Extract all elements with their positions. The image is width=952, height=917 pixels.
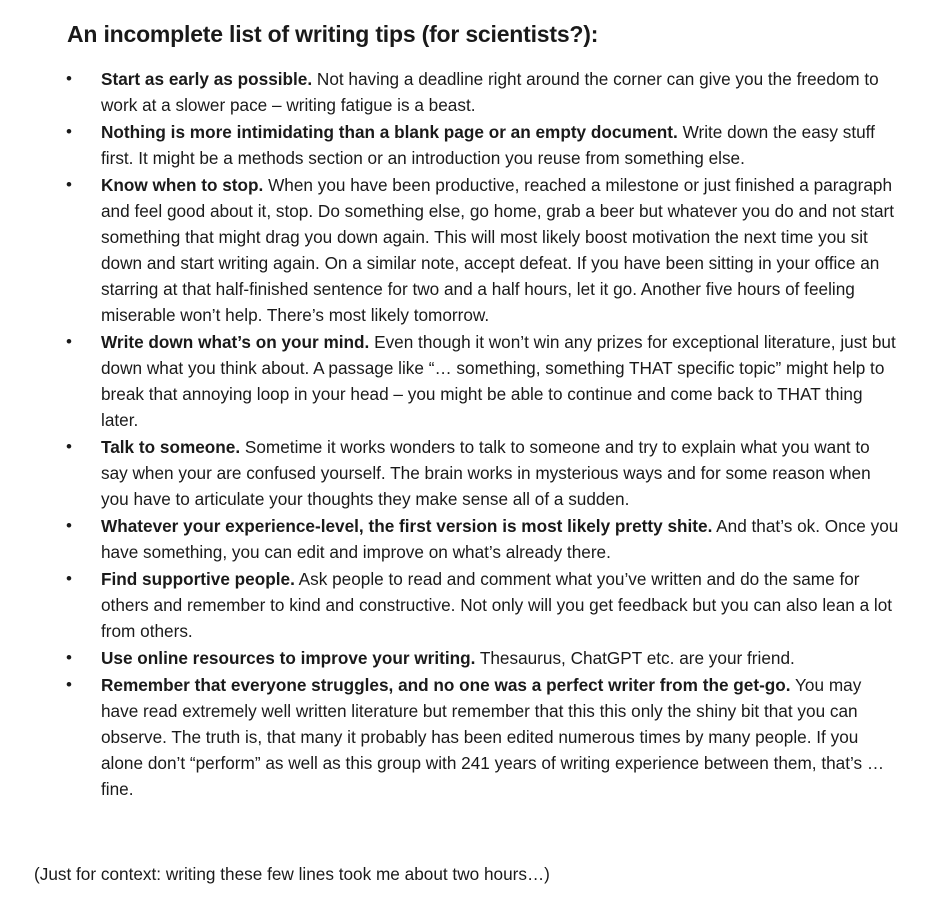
tip-body: And that’s ok. Once you have something, you can edit and improve on what’s already there.	[101, 516, 899, 562]
list-item	[0, 566, 901, 644]
list-item	[0, 66, 901, 118]
bullet-icon: •	[66, 175, 72, 194]
tips-list	[0, 66, 952, 803]
bullet-icon: •	[66, 675, 72, 694]
tip-heading: Find supportive people.	[101, 569, 295, 589]
tip-body: Even though it won’t win any prizes for exceptional literature, just but down what you think about. A passage like “… something, something THAT specific topic” might help to break that annoying loop in your head – you might be able to continue and come back to THAT thing later.	[101, 332, 896, 430]
tip-body: Ask people to read and comment what you’ve written and do the same for others and remember to kind and constructive. Not only will you get feedback but you can also lean a lot from others.	[101, 569, 893, 641]
tip-heading: Use online resources to improve your writing.	[101, 648, 476, 668]
bullet-icon: •	[66, 332, 72, 351]
tip-heading: Write down what’s on your mind.	[101, 332, 370, 352]
tip-body: You may have read extremely well written literature but remember that this this only the shiny bit that you can observe. The truth is, that many it probably has been edited numerous times by many people. If you alone don’t “perform” as well as this group with 241 years of writing experience between them, that’s … fine.	[101, 675, 885, 799]
list-item	[0, 513, 901, 565]
list-item	[0, 119, 901, 171]
tip-body: Sometime it works wonders to talk to someone and try to explain what you want to say when your are confused yourself. The brain works in mysterious ways and for some reason when you have to articulate your thoughts they make sense all of a sudden.	[101, 437, 871, 509]
list-item	[0, 645, 901, 671]
bullet-icon: •	[66, 122, 72, 141]
tip-heading: Know when to stop.	[101, 175, 264, 195]
document-title: An incomplete list of writing tips (for scientists?):	[67, 21, 599, 47]
tip-body: When you have been productive, reached a milestone or just finished a paragraph and feel good about it, stop. Do something else, go home, grab a beer but whatever you do and not start something that might drag you down again. This will most likely boost motivation the next time you sit down and start writing again. On a similar note, accept defeat. If you have been sitting in your office an starring at that half-finished sentence for two and a half hours, let it go. Another five hours of feeling miserable won’t help. There’s most likely tomorrow.	[101, 175, 895, 325]
tip-heading: Nothing is more intimidating than a blank page or an empty document.	[101, 122, 678, 142]
bullet-icon: •	[66, 437, 72, 456]
tip-body: Not having a deadline right around the corner can give you the freedom to work at a slower pace – writing fatigue is a beast.	[101, 69, 879, 115]
tip-heading: Whatever your experience-level, the first version is most likely pretty shite.	[101, 516, 713, 536]
bullet-icon: •	[66, 69, 72, 88]
list-item	[0, 172, 901, 328]
list-item	[0, 434, 901, 512]
footnote: (Just for context: writing these few lines took me about two hours…)	[34, 864, 550, 884]
tip-heading: Remember that everyone struggles, and no one was a perfect writer from the get-go.	[101, 675, 791, 695]
tip-body: Write down the easy stuff first. It might be a methods section or an introduction you reuse from something else.	[101, 122, 875, 168]
tip-body: Thesaurus, ChatGPT etc. are your friend.	[475, 648, 795, 668]
tip-heading: Talk to someone.	[101, 437, 241, 457]
list-item	[0, 329, 901, 433]
tip-heading: Start as early as possible.	[101, 69, 313, 89]
bullet-icon: •	[66, 569, 72, 588]
bullet-icon: •	[66, 516, 72, 535]
bullet-icon: •	[66, 648, 72, 667]
list-item	[0, 672, 901, 802]
